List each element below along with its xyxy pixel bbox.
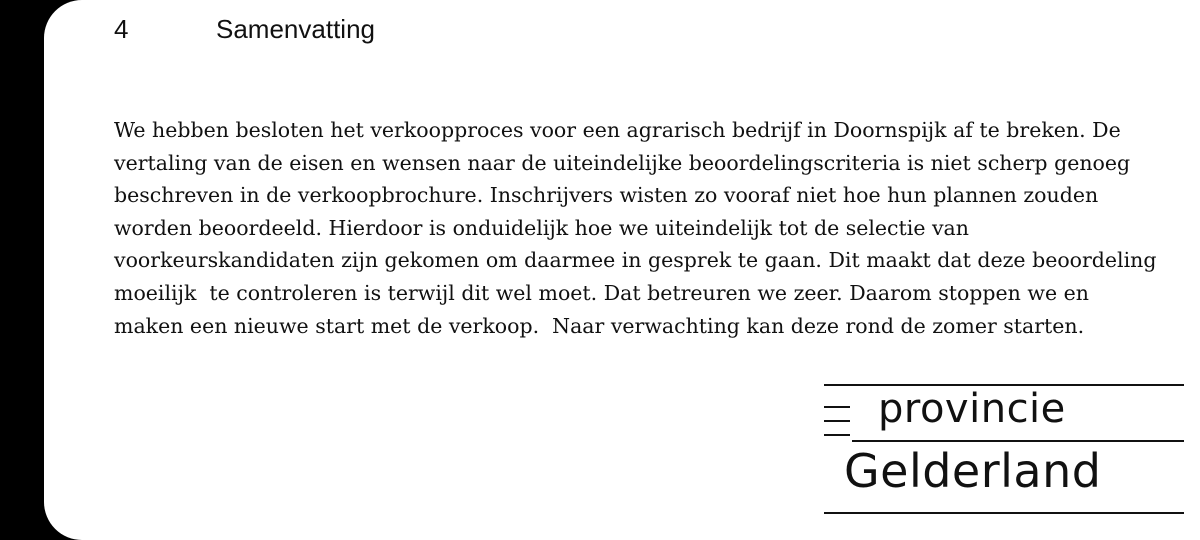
logo-middle-rule bbox=[852, 440, 1184, 442]
paragraph-line: vertaling van de eisen en wensen naar de uiteindelijke beoordelingscriteria is niet scherp genoeg bbox=[114, 150, 1131, 175]
logo-bottom-rule bbox=[824, 512, 1184, 514]
section-title: Samenvatting bbox=[216, 14, 375, 44]
paragraph-line: We hebben besloten het verkoopproces voor een agrarisch bedrijf in Doornspijk af te breken. De bbox=[114, 118, 1121, 142]
paragraph-line: moeilijk te controleren is terwijl dit wel moet. Dat betreuren we zeer. Daarom stoppen we en bbox=[114, 280, 1089, 305]
summary-paragraph bbox=[114, 114, 1194, 342]
logo-word-gelderland: Gelderland bbox=[844, 444, 1102, 498]
paragraph-line: worden beoordeeld. Hierdoor is onduidelijk hoe we uiteindelijk tot de selectie van bbox=[114, 215, 969, 240]
provincie-gelderland-logo bbox=[824, 384, 1184, 520]
document-page bbox=[44, 0, 1200, 540]
section-number: 4 bbox=[114, 14, 129, 44]
three-lines-icon bbox=[824, 400, 858, 440]
paragraph-line: maken een nieuwe start met de verkoop. Naar verwachting kan deze rond de zomer starten. bbox=[114, 313, 1085, 338]
logo-word-provincie: provincie bbox=[878, 386, 1066, 432]
paragraph-line: beschreven in de verkoopbrochure. Inschrijvers wisten zo vooraf niet hoe hun plannen zouden bbox=[114, 183, 1099, 208]
paragraph-line: voorkeurskandidaten zijn gekomen om daarmee in gesprek te gaan. Dit maakt dat deze beoordeling bbox=[114, 248, 1157, 273]
